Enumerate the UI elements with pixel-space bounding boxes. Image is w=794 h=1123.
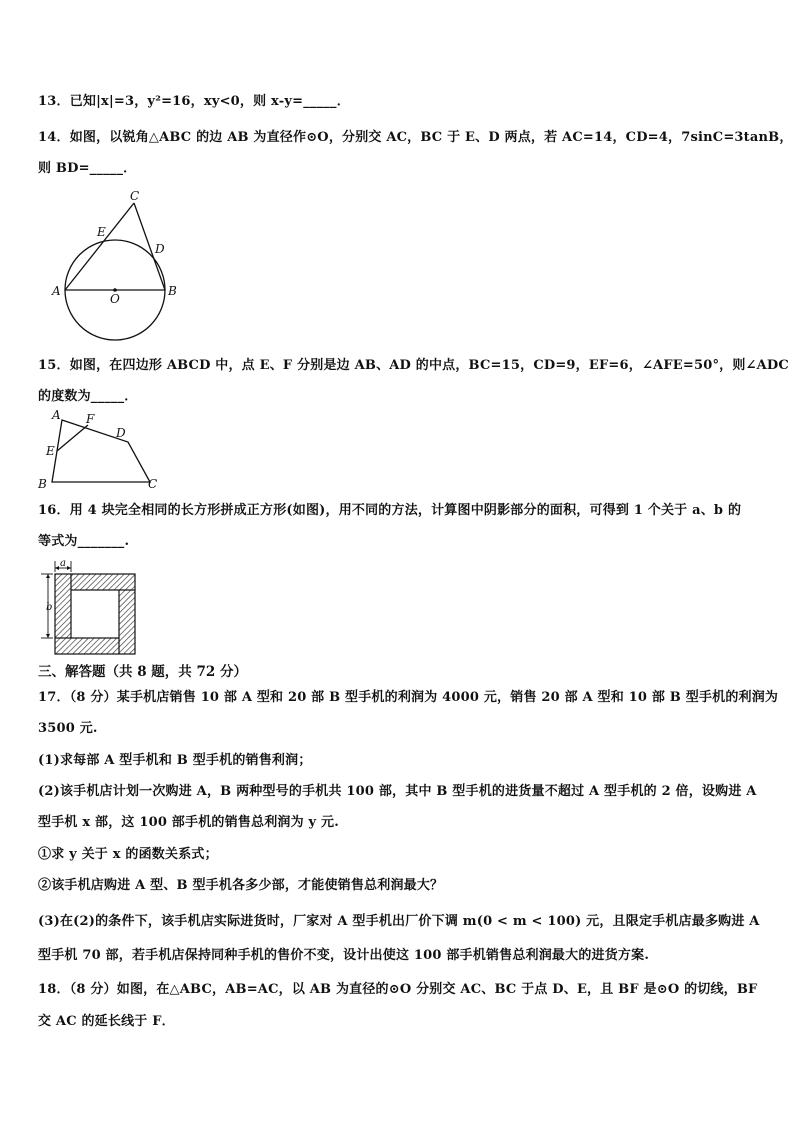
- label-b: B: [168, 284, 177, 298]
- label-b: B: [38, 477, 47, 490]
- q17-part3-line2: 型手机 70 部，若手机店保持同种手机的售价不变，设计出使这 100 部手机销售总利润最大的进货方案.: [38, 948, 650, 963]
- label-o: O: [110, 292, 120, 306]
- q14-figure: [48, 186, 188, 346]
- label-b: b: [46, 602, 53, 613]
- q16-figure: [38, 558, 142, 658]
- q15-line2: 的度数为_____．: [38, 389, 138, 404]
- inner-square: [71, 590, 119, 638]
- q17-part1: (1)求每部 A 型手机和 B 型手机的销售利润；: [38, 753, 312, 768]
- q16-line2: 等式为_______.: [38, 534, 130, 549]
- q14-line1: 14．如图，以锐角△ABC 的边 AB 为直径作⊙O，分别交 AC，BC 于 E、D 两点，若 AC=14，CD=4，7sinC=3tanB，: [38, 130, 793, 145]
- q17-line2: 3500 元.: [38, 721, 98, 736]
- label-c: C: [148, 477, 158, 490]
- label-d: D: [155, 242, 165, 256]
- segment-ef: [57, 425, 88, 451]
- q17-part2-line1: (2)该手机店计划一次购进 A，B 两种型号的手机共 100 部，其中 B 型手机的进货量不超过 A 型手机的 2 倍，设购进 A: [38, 784, 757, 799]
- q14-line2: 则 BD=_____．: [38, 161, 137, 176]
- label-e: E: [97, 225, 106, 239]
- q17-part2-ii: ②该手机店购进 A 型、B 型手机各多少部，才能使销售总利润最大？: [38, 878, 444, 893]
- q17-line1: 17．（8 分）某手机店销售 10 部 A 型和 20 部 B 型手机的利润为 4000 元，销售 20 部 A 型和 10 部 B 型手机的利润为: [38, 690, 779, 705]
- label-a: a: [60, 558, 66, 569]
- section-heading: 三、解答题（共 8 题，共 72 分）: [38, 664, 247, 680]
- label-f: F: [86, 412, 95, 426]
- label-a: A: [52, 408, 61, 422]
- q13-text: 13．已知|x|=3，y²=16，xy<0，则 x-y=_____．: [38, 94, 350, 109]
- label-c: C: [130, 189, 140, 203]
- label-a: A: [52, 284, 61, 298]
- q17-part2-line2: 型手机 x 部，这 100 部手机的销售总利润为 y 元.: [38, 815, 339, 830]
- q17-part2-i: ①求 y 关于 x 的函数关系式；: [38, 847, 218, 862]
- q18-line2: 交 AC 的延长线于 F．: [38, 1014, 175, 1029]
- q16-line1: 16．用 4 块完全相同的长方形拼成正方形(如图)，用不同的方法，计算图中阴影部分的面积，可得到 1 个关于 a、b 的: [38, 503, 742, 518]
- label-d: D: [116, 426, 126, 440]
- label-e: E: [46, 444, 55, 458]
- q17-part3-line1: (3)在(2)的条件下，该手机店实际进货时，厂家对 A 型手机出厂价下调 m(0 < m < 100) 元，且限定手机店最多购进 A: [38, 914, 760, 929]
- q18-line1: 18．（8 分）如图，在△ABC，AB=AC，以 AB 为直径的⊙O 分别交 AC、BC 于点 D、E，且 BF 是⊙O 的切线，BF: [38, 982, 758, 997]
- quadrilateral-abcd: [52, 420, 150, 482]
- q15-line1: 15．如图，在四边形 ABCD 中，点 E、F 分别是边 AB、AD 的中点，BC=15，CD=9，EF=6，∠AFE=50°，则∠ADC: [38, 358, 789, 373]
- q15-figure: [36, 408, 166, 490]
- side-ac: [65, 203, 134, 290]
